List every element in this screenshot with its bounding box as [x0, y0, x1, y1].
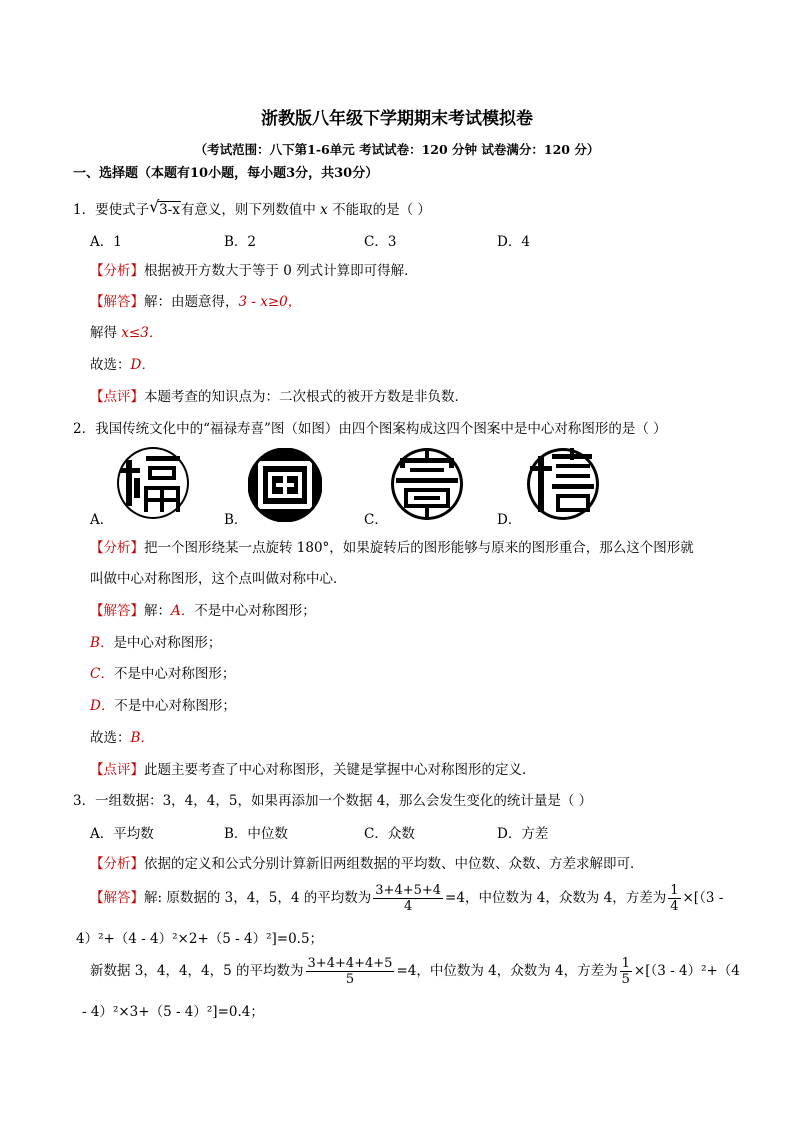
section-heading: 一、选择题（本题有10小题，每小题3分，共30分） [73, 166, 379, 181]
frac-num: 1 [670, 883, 679, 898]
comment-tag: 【点评】 [90, 762, 144, 778]
q1-comment [90, 387, 468, 407]
q2-option-d: D． [497, 512, 522, 528]
solution-expr: 3 - x≥0， [238, 294, 302, 310]
q2-comment [90, 760, 536, 780]
q1-option-c: C．3 [364, 234, 397, 250]
solution-b-text: 是中心对称图形； [113, 635, 222, 651]
frac-den: 4 [670, 899, 679, 914]
frac-num: 1 [621, 956, 630, 971]
shou-seal-image [390, 446, 464, 522]
variance-fraction-1 [668, 883, 680, 914]
q1-radicand: 3-x [159, 202, 180, 218]
q2-stem: 2．我国传统文化中的“福禄寿喜”图（如图）由四个图案构成这四个图案中是中心对称图形的是（ ） [73, 421, 667, 437]
q3-solution-2: 4）²+（4 - 4）²×2+（5 - 4）²]=0.5； [76, 931, 324, 947]
analysis-text: 根据被开方数大于等于 0 列式计算即可得解． [144, 263, 418, 279]
page-subtitle: （考试范围：八下第1-6单元 考试试卷：120 分钟 试卷满分：120 分） [194, 142, 600, 157]
q1-choice [90, 355, 155, 375]
solution-head: 解： [144, 603, 171, 619]
frac-num: 3+4+5+4 [375, 883, 442, 898]
solution-b-letter: B． [90, 635, 114, 651]
q2-solution-d [90, 696, 236, 716]
q2-analysis [90, 538, 694, 558]
analysis-text: 把一个图形绕某一点旋转 180°，如果旋转后的图形能够与原来的图形重合，那么这个图形就 [144, 540, 694, 556]
q1-var: x [320, 202, 328, 218]
analysis-tag: 【分析】 [90, 263, 144, 279]
q3-solution-3 [90, 953, 740, 989]
frac-den: 5 [621, 972, 630, 987]
choice-label: 故选： [90, 357, 131, 373]
q1-prefix: 1．要使式子 [73, 202, 150, 218]
q2-option-b: B． [224, 512, 248, 528]
frac-den: 4 [404, 899, 413, 914]
choice-value: D． [130, 357, 155, 373]
choice-value: B． [130, 730, 154, 746]
fu-seal-image [116, 446, 190, 520]
q2-analysis-2: 叫做中心对称图形，这个点叫做对称中心． [90, 571, 347, 587]
q3-option-a: A．平均数 [90, 826, 154, 842]
comment-tag: 【点评】 [90, 389, 144, 405]
q1-option-b: B．2 [224, 234, 257, 250]
q3-option-b: B．中位数 [224, 826, 288, 842]
q3-option-d: D．方差 [497, 826, 549, 842]
solution-text-c: ×[（3 - [682, 890, 724, 906]
q1-analysis [90, 261, 418, 281]
solution-text-2: 解得 [90, 325, 122, 341]
q2-option-c: C． [364, 512, 388, 528]
frac-num: 3+4+4+4+5 [307, 956, 393, 971]
q1-option-d: D．4 [497, 234, 530, 250]
solution-tag: 【解答】 [90, 294, 144, 310]
solution-text-b: =4，中位数为 4，众数为 4，方差为 [445, 890, 667, 906]
mean-fraction-1 [373, 883, 443, 914]
q1-suffix2: 不能取的是（ ） [332, 202, 431, 218]
solution-tag: 【解答】 [90, 890, 144, 906]
q3-analysis [90, 854, 644, 874]
q1-radical: √ 3-x [149, 197, 180, 218]
solution-c-letter: C． [90, 666, 114, 682]
solution-a-text: 不是中心对称图形； [194, 603, 316, 619]
q2-choice [90, 728, 154, 748]
analysis-text: 依据的定义和公式分别计算新旧两组数据的平均数、中位数、众数、方差求解即可． [144, 856, 644, 872]
frac-den: 5 [345, 972, 355, 987]
q3-solution-1 [90, 880, 723, 916]
solution-text-c: ×[（3 - 4）²+（4 [633, 963, 740, 979]
comment-text: 本题考查的知识点为：二次根式的被开方数是非负数． [144, 389, 468, 405]
solution-a-letter: A． [171, 603, 195, 619]
q3-option-c: C．众数 [364, 826, 415, 842]
q1-option-a: A．1 [90, 234, 122, 250]
solution-c-text: 不是中心对称图形； [113, 666, 236, 682]
q2-option-a: A． [90, 512, 114, 528]
q1-solution-2 [90, 323, 162, 343]
q1-solution [90, 292, 301, 312]
solution-d-letter: D． [90, 698, 115, 714]
lu-seal-image [248, 448, 322, 522]
solution-tag: 【解答】 [90, 603, 144, 619]
solution-text: 解: 原数据的 3，4，5，4 的平均数为 [144, 890, 372, 906]
solution-expr-2: x≤3． [121, 325, 163, 341]
q2-solution [90, 601, 316, 621]
xi-seal-image [526, 446, 600, 522]
analysis-tag: 【分析】 [90, 856, 144, 872]
q2-solution-c [90, 664, 235, 684]
q1-suffix: 有意义，则下列数值中 [180, 202, 316, 218]
choice-label: 故选： [90, 730, 131, 746]
solution-text: 解：由题意得， [144, 294, 239, 310]
analysis-tag: 【分析】 [90, 540, 144, 556]
q3-solution-4: - 4）²×3+（5 - 4）²]=0.4； [82, 1004, 264, 1020]
q2-solution-b [90, 633, 221, 653]
q3-stem: 3．一组数据：3，4，4，5，如果再添加一个数据 4，那么会发生变化的统计量是（ ） [73, 793, 593, 809]
page-title: 浙教版八年级下学期期末考试模拟卷 [261, 109, 533, 129]
q1-stem [73, 197, 431, 220]
variance-fraction-2 [620, 956, 632, 987]
solution-text-b: =4，中位数为 4，众数为 4，方差为 [396, 963, 618, 979]
solution-d-text: 不是中心对称图形； [114, 698, 236, 714]
comment-text: 此题主要考查了中心对称图形，关键是掌握中心对称图形的定义． [144, 762, 536, 778]
mean-fraction-2 [306, 956, 395, 987]
solution-text: 新数据 3，4，4，4，5 的平均数为 [90, 963, 304, 979]
